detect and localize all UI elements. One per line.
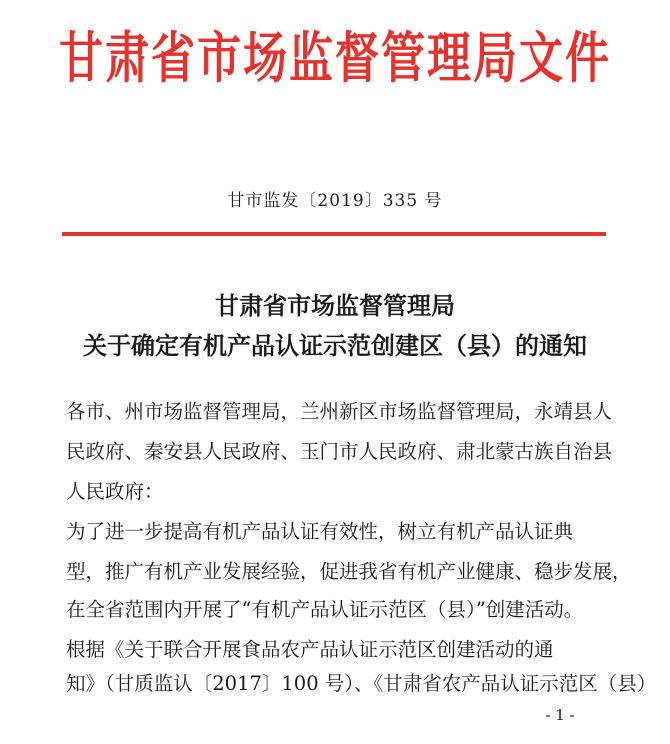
document-header-title: 甘肃省市场监督管理局文件 [59, 27, 611, 91]
document-number: 甘市监发〔2019〕335 号 [227, 191, 443, 211]
body-line: 根据《关于联合开展食品农产品认证示范区创建活动的通 [66, 638, 554, 661]
body-line: 人民政府： [66, 480, 164, 503]
body-line: 民政府、秦安县人民政府、玉门市人民政府、肃北蒙古族自治县 [66, 440, 613, 463]
notice-title-line-2: 关于确定有机产品认证示范创建区（县）的通知 [83, 332, 587, 360]
body-line: 在全省范围内开展了“有机产品认证示范区（县）”创建活动。 [66, 598, 584, 621]
notice-title-line-1: 甘肃省市场监督管理局 [215, 292, 455, 320]
notice-title [0, 286, 670, 366]
body-line: 为了进一步提高有机产品认证有效性，树立有机产品认证典 [66, 520, 574, 543]
page-number: - 1 - [545, 706, 575, 724]
body-line: 知》（甘质监认〔2017〕100 号）、《甘肃省农产品认证示范区（县） [66, 672, 657, 695]
red-divider-line [62, 232, 606, 236]
body-line: 型，推广有机产业发展经验，促进我省有机产业健康、稳步发展， [66, 560, 632, 583]
body-line: 各市、州市场监督管理局，兰州新区市场监督管理局，永靖县人 [66, 400, 613, 423]
